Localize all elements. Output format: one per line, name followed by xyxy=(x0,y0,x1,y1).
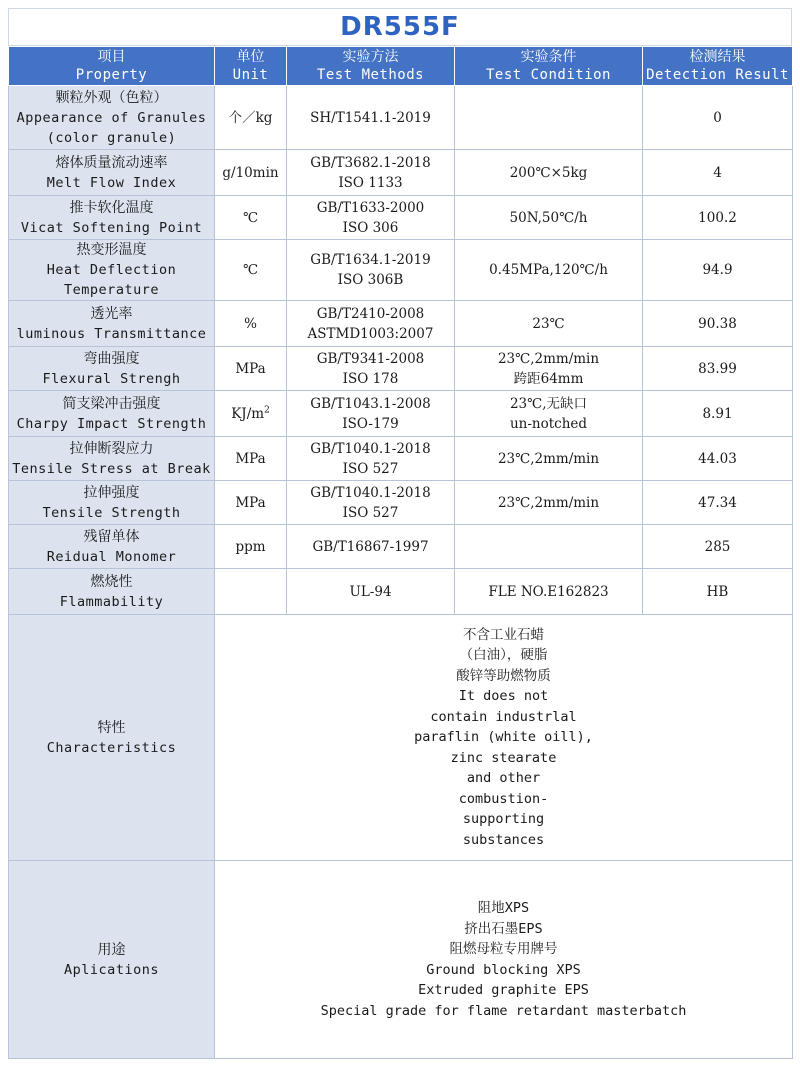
table-row xyxy=(9,240,793,301)
table-row xyxy=(9,86,793,150)
header-result: 检测结果 Detection Result xyxy=(643,47,793,86)
condition-cell xyxy=(455,525,643,569)
unit-cell: ℃ xyxy=(215,240,287,301)
data-sheet xyxy=(8,8,792,1062)
method-cell: GB/T1040.1-2018 ISO 527 xyxy=(287,437,455,481)
result-cell: 285 xyxy=(643,525,793,569)
property-cell: 燃烧性 Flammability xyxy=(9,569,215,615)
text-line: combustion- xyxy=(458,790,549,807)
unit-cell: % xyxy=(215,301,287,347)
header-unit: 单位 Unit xyxy=(215,47,287,86)
table-row xyxy=(9,481,793,525)
result-cell: 4 xyxy=(643,150,793,196)
table-row xyxy=(9,391,793,437)
table-row xyxy=(9,301,793,347)
property-cell: 推卡软化温度 Vicat Softening Point xyxy=(9,196,215,240)
property-cell: 残留单体 Reidual Monomer xyxy=(9,525,215,569)
unit-cell xyxy=(215,569,287,615)
header-method: 实验方法 Test Methods xyxy=(287,47,455,86)
result-cell: 8.91 xyxy=(643,391,793,437)
condition-cell: 23℃,2mm/min xyxy=(455,437,643,481)
result-cell: 83.99 xyxy=(643,347,793,391)
text-line: Special grade for flame retardant masterbatch xyxy=(320,1002,687,1019)
table-header-row xyxy=(9,47,793,86)
applications-text xyxy=(215,861,793,1059)
applications-label: 用途 Aplications xyxy=(9,861,215,1059)
property-cell: 熔体质量流动速率 Melt Flow Index xyxy=(9,150,215,196)
table-row xyxy=(9,525,793,569)
unit-cell: MPa xyxy=(215,347,287,391)
condition-cell: 23℃,2mm/min 跨距64mm xyxy=(455,347,643,391)
header-property: 项目 Property xyxy=(9,47,215,86)
text-line: contain industrlal xyxy=(430,708,577,725)
property-cell: 拉伸强度 Tensile Strength xyxy=(9,481,215,525)
table-row xyxy=(9,437,793,481)
result-cell: 44.03 xyxy=(643,437,793,481)
property-cell: 简支梁冲击强度 Charpy Impact Strength xyxy=(9,391,215,437)
text-line: and other xyxy=(466,770,541,787)
property-cell: 热变形温度 Heat Deflection Temperature xyxy=(9,240,215,301)
unit-cell: 个／kg xyxy=(215,86,287,150)
unit-cell: MPa xyxy=(215,481,287,525)
property-cell: 拉伸断裂应力 Tensile Stress at Break xyxy=(9,437,215,481)
method-cell: GB/T9341-2008 ISO 178 xyxy=(287,347,455,391)
text-line: 酸锌等助燃物质 xyxy=(456,667,551,684)
characteristics-row xyxy=(9,615,793,861)
table-row xyxy=(9,347,793,391)
result-cell: 0 xyxy=(643,86,793,150)
condition-cell: 0.45MPa,120℃/h xyxy=(455,240,643,301)
text-line: 不含工业石蜡 xyxy=(463,626,544,643)
applications-row xyxy=(9,861,793,1059)
result-cell: HB xyxy=(643,569,793,615)
unit-cell: ppm xyxy=(215,525,287,569)
condition-cell: 200℃×5kg xyxy=(455,150,643,196)
text-line: （白油），硬脂 xyxy=(459,647,548,664)
result-cell: 90.38 xyxy=(643,301,793,347)
method-cell: GB/T1043.1-2008 ISO-179 xyxy=(287,391,455,437)
result-cell: 94.9 xyxy=(643,240,793,301)
text-line: supporting xyxy=(462,811,545,828)
table-row xyxy=(9,569,793,615)
property-cell: 弯曲强度 Flexural Strengh xyxy=(9,347,215,391)
unit-cell: ℃ xyxy=(215,196,287,240)
sheet-title: DR555F xyxy=(8,8,792,46)
condition-cell: FLE NO.E162823 xyxy=(455,569,643,615)
condition-cell: 23℃,无缺口 un-notched xyxy=(455,391,643,437)
condition-cell: 50N,50℃/h xyxy=(455,196,643,240)
method-cell: GB/T1040.1-2018 ISO 527 xyxy=(287,481,455,525)
spec-table xyxy=(8,46,793,1059)
text-line: Ground blocking XPS xyxy=(426,961,581,978)
result-cell: 47.34 xyxy=(643,481,793,525)
method-cell: GB/T2410-2008 ASTMD1003:2007 xyxy=(287,301,455,347)
text-line: Extruded graphite EPS xyxy=(418,982,589,998)
text-line: 阻燃母粒专用牌号 xyxy=(449,941,558,957)
method-cell: GB/T1634.1-2019 ISO 306B xyxy=(287,240,455,301)
text-line: 挤出石墨EPS xyxy=(464,920,543,937)
table-row xyxy=(9,150,793,196)
condition-cell: 23℃,2mm/min xyxy=(455,481,643,525)
unit-cell: g/10min xyxy=(215,150,287,196)
unit-cell: MPa xyxy=(215,437,287,481)
characteristics-text xyxy=(215,615,793,861)
method-cell: GB/T1633-2000 ISO 306 xyxy=(287,196,455,240)
method-cell: SH/T1541.1-2019 xyxy=(287,86,455,150)
text-line: zinc stearate xyxy=(450,749,557,766)
method-cell: GB/T16867-1997 xyxy=(287,525,455,569)
header-condition: 实验条件 Test Condition xyxy=(455,47,643,86)
text-line: paraflin (white oill), xyxy=(414,729,593,746)
method-cell: UL-94 xyxy=(287,569,455,615)
result-cell: 100.2 xyxy=(643,196,793,240)
table-row xyxy=(9,196,793,240)
unit-cell: $KJ/m^2$ xyxy=(215,391,287,437)
text-line: substances xyxy=(462,831,545,848)
property-cell: 透光率 luminous Transmittance xyxy=(9,301,215,347)
method-cell: GB/T3682.1-2018 ISO 1133 xyxy=(287,150,455,196)
table-body xyxy=(9,86,793,615)
condition-cell xyxy=(455,86,643,150)
text-line: 阻地XPS xyxy=(477,900,530,916)
property-cell: 颗粒外观（色粒） Appearance of Granules (color granule) xyxy=(9,86,215,150)
condition-cell: 23℃ xyxy=(455,301,643,347)
text-line: It does not xyxy=(458,688,549,705)
characteristics-label: 特性 Characteristics xyxy=(9,615,215,861)
